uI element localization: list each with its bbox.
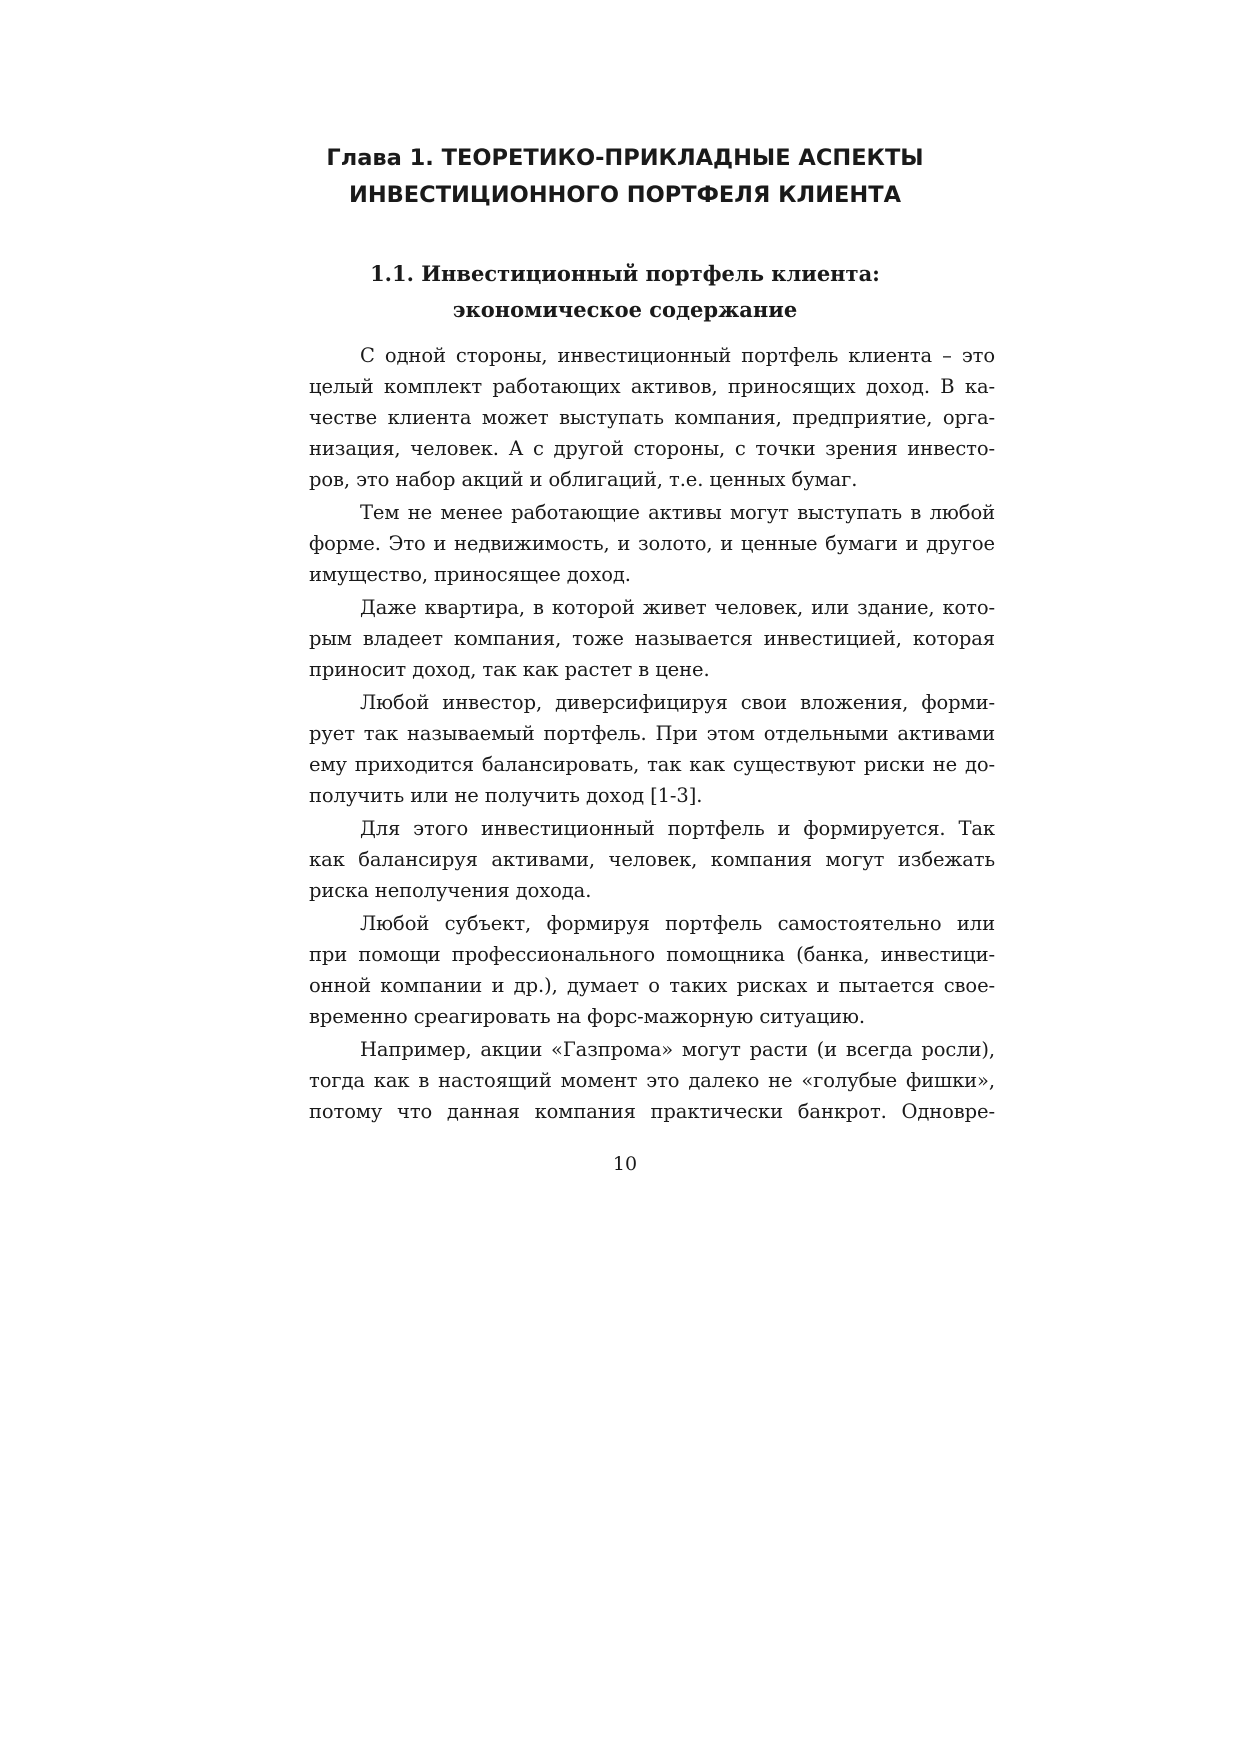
paragraph — [309, 592, 995, 685]
section-title — [300, 256, 950, 328]
body-text — [309, 340, 995, 1127]
text-line: тогда как в настоящий момент это далеко не «голубые фишки», — [309, 1069, 995, 1092]
text-line: как балансируя активами, человек, компания могут избежать — [309, 848, 995, 871]
text-line: низация, человек. А с другой стороны, с точки зрения инвесто- — [309, 437, 995, 460]
paragraph — [309, 908, 995, 1032]
chapter-title — [300, 140, 950, 214]
text-line: Даже квартира, в которой живет человек, или здание, кото- — [360, 596, 995, 619]
text-line: риска неполучения дохода. — [309, 879, 592, 902]
text-line: честве клиента может выступать компания, предприятие, орга- — [309, 406, 995, 429]
text-line: форме. Это и недвижимость, и золото, и ценные бумаги и другое — [309, 532, 995, 555]
text-line: С одной стороны, инвестиционный портфель клиента – это — [360, 344, 995, 367]
text-line: целый комплект работающих активов, приносящих доход. В ка- — [309, 375, 995, 398]
text-line: ему приходится балансировать, так как существуют риски не до- — [309, 753, 995, 776]
chapter-title-line: Глава 1. ТЕОРЕТИКО-ПРИКЛАДНЫЕ АСПЕКТЫ — [326, 145, 924, 171]
chapter-title-line: ИНВЕСТИЦИОННОГО ПОРТФЕЛЯ КЛИЕНТА — [349, 182, 901, 208]
text-line: приносит доход, так как растет в цене. — [309, 658, 710, 681]
page-number: 10 — [612, 1153, 638, 1175]
text-line: Например, акции «Газпрома» могут расти (и всегда росли), — [360, 1038, 995, 1061]
text-line: временно среагировать на форс-мажорную ситуацию. — [309, 1005, 865, 1028]
paragraph — [309, 1034, 995, 1127]
text-line: онной компании и др.), думает о таких рисках и пытается свое- — [309, 974, 995, 997]
text-line: Для этого инвестиционный портфель и формируется. Так — [360, 817, 995, 840]
text-line: потому что данная компания практически банкрот. Одновре- — [309, 1100, 995, 1123]
paragraph — [309, 813, 995, 906]
text-line: Тем не менее работающие активы могут выступать в любой — [360, 501, 995, 524]
paragraph — [309, 687, 995, 811]
paragraph — [309, 340, 995, 495]
text-line: рым владеет компания, тоже называется инвестицией, которая — [309, 627, 995, 650]
text-line: Любой субъект, формируя портфель самостоятельно или — [360, 912, 995, 935]
text-line: получить или не получить доход [1-3]. — [309, 784, 703, 807]
text-line: ров, это набор акций и облигаций, т.е. ценных бумаг. — [309, 468, 858, 491]
text-line: Любой инвестор, диверсифицируя свои вложения, форми- — [360, 691, 995, 714]
paragraph — [309, 497, 995, 590]
text-line: имущество, приносящее доход. — [309, 563, 631, 586]
text-line: при помощи профессионального помощника (банка, инвестици- — [309, 943, 995, 966]
section-title-line: экономическое содержание — [452, 297, 798, 322]
text-line: рует так называемый портфель. При этом отдельными активами — [309, 722, 995, 745]
section-title-line: 1.1. Инвестиционный портфель клиента: — [370, 261, 880, 286]
